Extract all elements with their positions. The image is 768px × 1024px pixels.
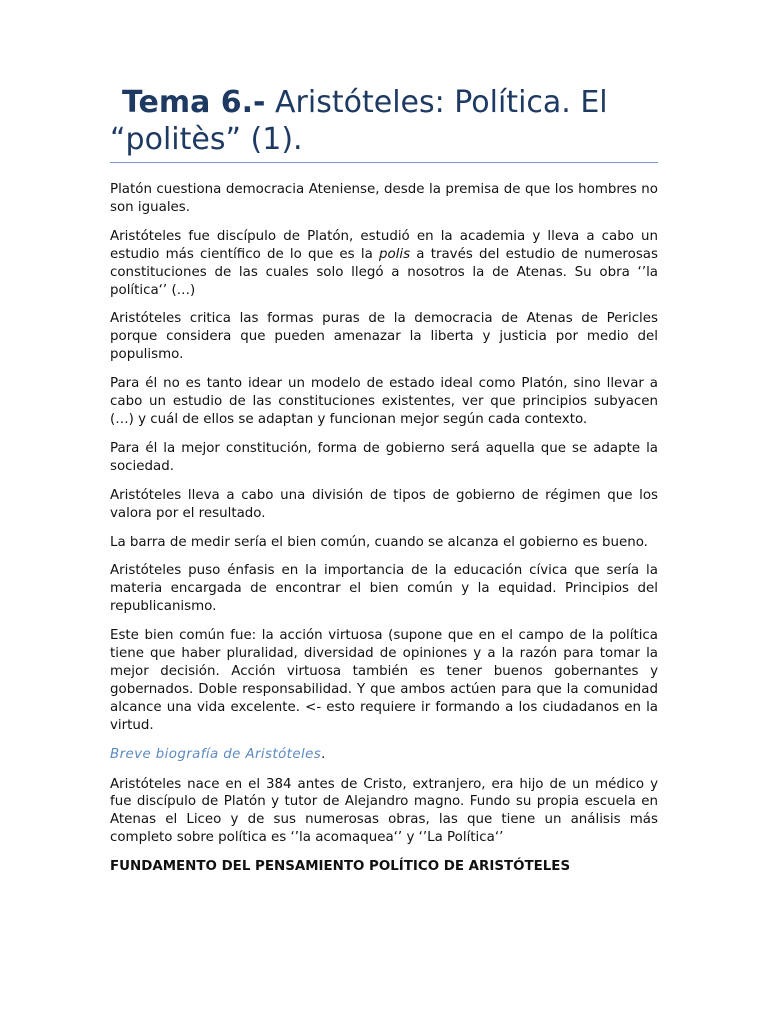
title-rest: Aristóteles: Política. El “politès” (1). <box>110 85 608 157</box>
paragraph-7: La barra de medir sería el bien común, cuando se alcanza el gobierno es bueno. <box>110 534 648 550</box>
document-page <box>110 84 658 876</box>
paragraph-8: Aristóteles puso énfasis en la importancia de la educación cívica que sería la materia encargada de encontrar el bien común y la equidad. Principios del republicanismo. <box>110 563 658 615</box>
title-lead: Tema 6.- <box>122 85 266 120</box>
paragraph-2-italic: polis <box>378 246 411 262</box>
subheading-dot: . <box>321 746 326 762</box>
paragraph-2-head: Aristóteles fue discípulo de Platón, estudió en la academia y lleva a cabo un estudio más científico de lo que es la <box>110 228 658 262</box>
subheading-text: Breve biografía de Aristóteles <box>110 746 322 762</box>
paragraph-1: Platón cuestiona democracia Ateniense, desde la premisa de que los hombres no son iguales. <box>110 182 658 215</box>
section-heading: FUNDAMENTO DEL PENSAMIENTO POLÍTICO DE ARISTÓTELES <box>110 859 571 875</box>
paragraph-4: Para él no es tanto idear un modelo de estado ideal como Platón, sino llevar a cabo un estudio de las constituciones existentes, ver que principios subyacen (…) y cuál de ellos se adaptan y funcionan mejor según cada contexto. <box>110 376 658 427</box>
paragraph-6: Aristóteles lleva a cabo una división de tipos de gobierno de régimen que los valora por el resultado. <box>110 487 658 521</box>
page-title <box>110 84 658 163</box>
paragraph-9: Este bien común fue: la acción virtuosa (supone que en el campo de la política tiene que haber pluralidad, diversidad de opiniones y a la razón para tomar la mejor decisión. Acción virtuosa también es tener buenos gobernantes y gobernados. Doble responsabilidad. Y que ambos actúen para que la comunidad alcance una vida excelente. <- esto requiere ir formando a los ciudadanos en la virtud. <box>110 628 658 733</box>
biography-paragraph: Aristóteles nace en el 384 antes de Cristo, extranjero, era hijo de un médico y fue discípulo de Platón y tutor de Alejandro magno. Fundo su propia escuela en Atenas el Liceo y de sus numerosas obras, las que tiene un análisis más completo sobre política es ‘’la acomaquea‘’ y ‘’La Política‘’ <box>110 776 658 846</box>
paragraph-2 <box>110 228 658 300</box>
paragraph-5: Para él la mejor constitución, forma de gobierno será aquella que se adapte la sociedad. <box>110 440 658 474</box>
section-subheading <box>110 746 658 764</box>
paragraph-3: Aristóteles critica las formas puras de la democracia de Atenas de Pericles porque considera que pueden amenazar la liberta y justicia por medio del populismo. <box>110 311 658 363</box>
paragraph-2-tail: a través del estudio de numerosas constituciones de las cuales solo llegó a nosotros la de Atenas. Su obra ‘’la política‘’ (…) <box>110 246 658 298</box>
